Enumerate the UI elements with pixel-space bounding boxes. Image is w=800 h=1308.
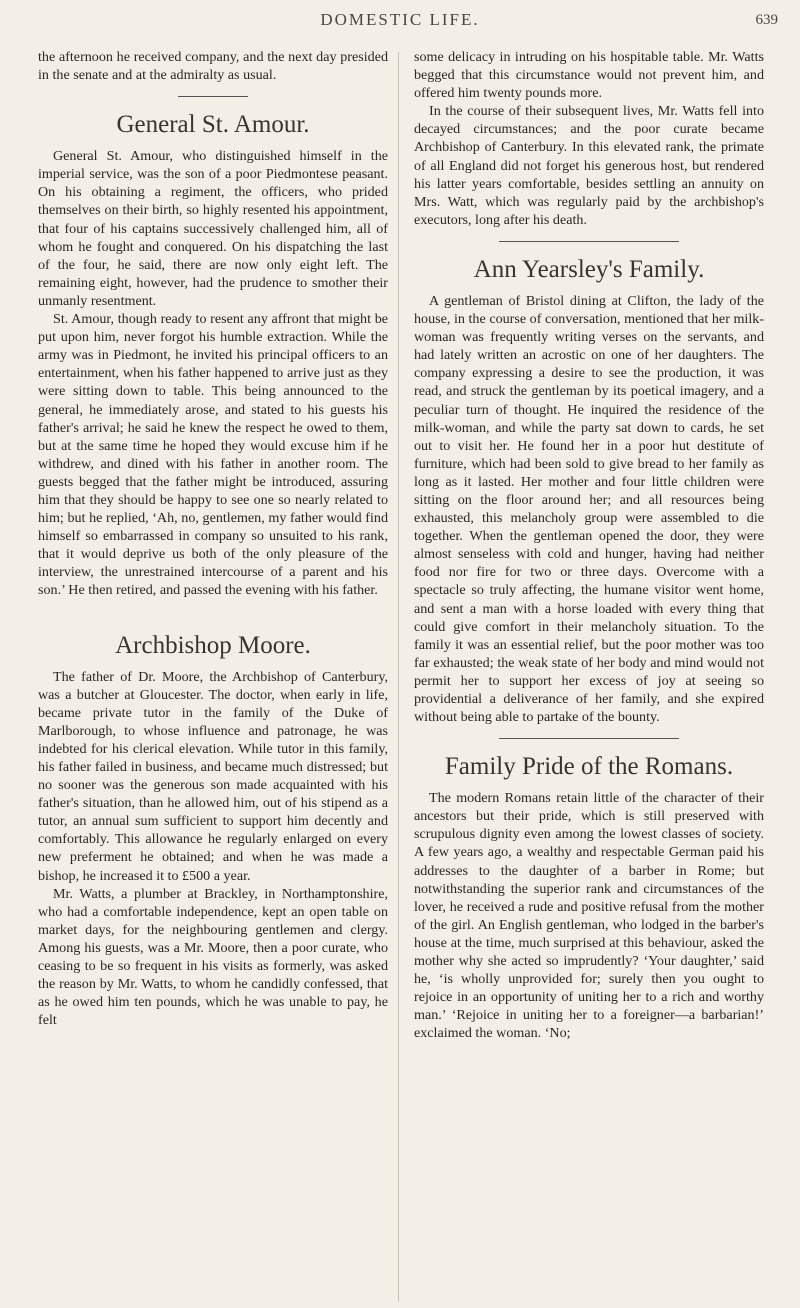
paragraph: Mr. Watts, a plumber at Brackley, in Northamptonshire, who had a comfortable independence, kept an open table on market days, for the neighbouring gentlemen and clergy. Among his guests, was a Mr. Moore, then a poor curate, who ceasing to be so frequent in his visits as formerly, was asked the reason by Mr. Watts, to whom he candidly confessed, that as he owed him ten pounds, which he was unable to pay, he felt <box>38 885 388 1029</box>
section-title-archbishop-moore: Archbishop Moore. <box>115 631 311 659</box>
page-number: 639 <box>755 12 778 28</box>
left-column <box>38 48 388 1029</box>
paragraph: General St. Amour, who distinguished himself in the imperial service, was the son of a poor Piedmontese peasant. On his obtaining a regiment, the officers, who prided themselves on their birth, so highly resented his appointment, that four of his captains successively challenged him, all of whom he fought and conquered. On his dispatching the last of the four, he said, there are now only eight left. The remaining eight, however, had the prudence to smother their unmanly resentment. <box>38 148 388 309</box>
intro-paragraph: the afternoon he received company, and the next day presided in the senate and at the admiralty as usual. <box>38 49 388 84</box>
section-divider <box>499 241 679 242</box>
continuation-paragraph: some delicacy in intruding on his hospitable table. Mr. Watts begged that this circumstance would not prevent him, and offered him twenty pounds more. <box>414 49 764 102</box>
section-divider <box>499 738 679 739</box>
paragraph: St. Amour, though ready to resent any affront that might be put upon him, never forgot his humble extraction. While the army was in Piedmont, he invited his principal officers to an entertainment, when his father happened to arrive just as they were sitting down to table. This being announced to the general, he immediately arose, and stated to his guests his father's arrival; he said he knew the respect he owed to them, but at the same time he hoped they would excuse him if he withdrew, and dined with his father in another room. The guests begged that the father might be introduced, assuring him that they should be happy to see one so nearly related to him; but he replied, ‘Ah, no, gentlemen, my father would find himself so embarrassed in company so unsuited to his rank, that it would deprive us both of the only pleasure of the interview, the unrestrained intercourse of a parent and his son.’ He then retired, and passed the evening with his father. <box>38 311 388 599</box>
column-divider <box>398 52 399 1302</box>
section-title-general-st-amour: General St. Amour. <box>116 111 310 139</box>
paragraph: A gentleman of Bristol dining at Clifton, the lady of the house, in the course of conversation, mentioned that her milk-woman was frequently writing verses on the servants, and had lately written an acrostic on one of her daughters. The company expressing a desire to see the production, it was read, and struck the gentleman by its poetical imagery, and a peculiar turn of thought. He inquired the residence of the milk-woman, and while the party sat down to cards, he set out to visit her. He found her in a poor hut destitute of furniture, which had been sold to give bread to her family as long as it lasted. Her mother and four little children were sitting on the floor around her; and all resources being exhausted, this melancholy group were assembled to die together. When the gentleman opened the door, they were almost senseless with cold and hunger, having had neither food nor fire for two or three days. Overcome with a spectacle so truly affecting, the humane visitor went home, and sent a man with a horse loaded with every thing that could give comfort in their melancholy situation. To the family it was an essential relief, but the poor mother was too far exhausted; the weak state of her body and mind would not permit her to support her excess of joy at seeing so providential a deliverance of her family, and she expired without being able to partake of the bounty. <box>414 292 764 726</box>
section-title-family-pride-romans: Family Pride of the Romans. <box>444 753 734 781</box>
section-title-ann-yearsley: Ann Yearsley's Family. <box>473 255 705 283</box>
paragraph: The father of Dr. Moore, the Archbishop of Canterbury, was a butcher at Gloucester. The doctor, when early in life, became private tutor in the family of the Duke of Marlborough, to whose influence and patronage, he was indebted for his clerical elevation. While tutor in this family, his father failed in business, and became much distressed; but no sooner was the generous son made acquainted with his father's situation, than he allowed him, out of his stipend as a tutor, an annual sum sufficient to support him decently and comfortably. This allowance he regularly enlarged on every new preferment he obtained; and when he was made a bishop, he increased it to £500 a year. <box>38 668 388 884</box>
running-head <box>0 6 800 42</box>
right-column <box>414 48 764 1043</box>
paragraph: The modern Romans retain little of the character of their ancestors but their pride, which is still preserved with scrupulous dignity even among the lowest classes of society. A few years ago, a wealthy and respectable German paid his addresses to the daughter of a barber in Rome; but notwithstanding the superior rank and circumstances of the lover, he received a rude and positive refusal from the mother of the girl. An English gentleman, who lodged in the barber's house at the time, much surprised at this behaviour, asked the mother why she acted so imprudently? ‘Your daughter,’ said he, ‘is wholly unprovided for; surely then you ought to rejoice in an opportunity of uniting her to a rich and worthy man.’ ‘Rejoice in uniting her to a foreigner—a barbarian!’ exclaimed the woman. ‘No; <box>414 790 764 1042</box>
running-title: DOMESTIC LIFE. <box>320 10 480 29</box>
paragraph: In the course of their subsequent lives, Mr. Watts fell into decayed circumstances; and the poor curate became Archbishop of Canterbury. In this elevated rank, the primate of all England did not forget his generous host, but rendered his latter years comfortable, besides settling an annuity on Mrs. Watt, which was regularly paid by the archbishop's executors, long after his death. <box>414 103 764 228</box>
section-divider <box>178 96 248 97</box>
